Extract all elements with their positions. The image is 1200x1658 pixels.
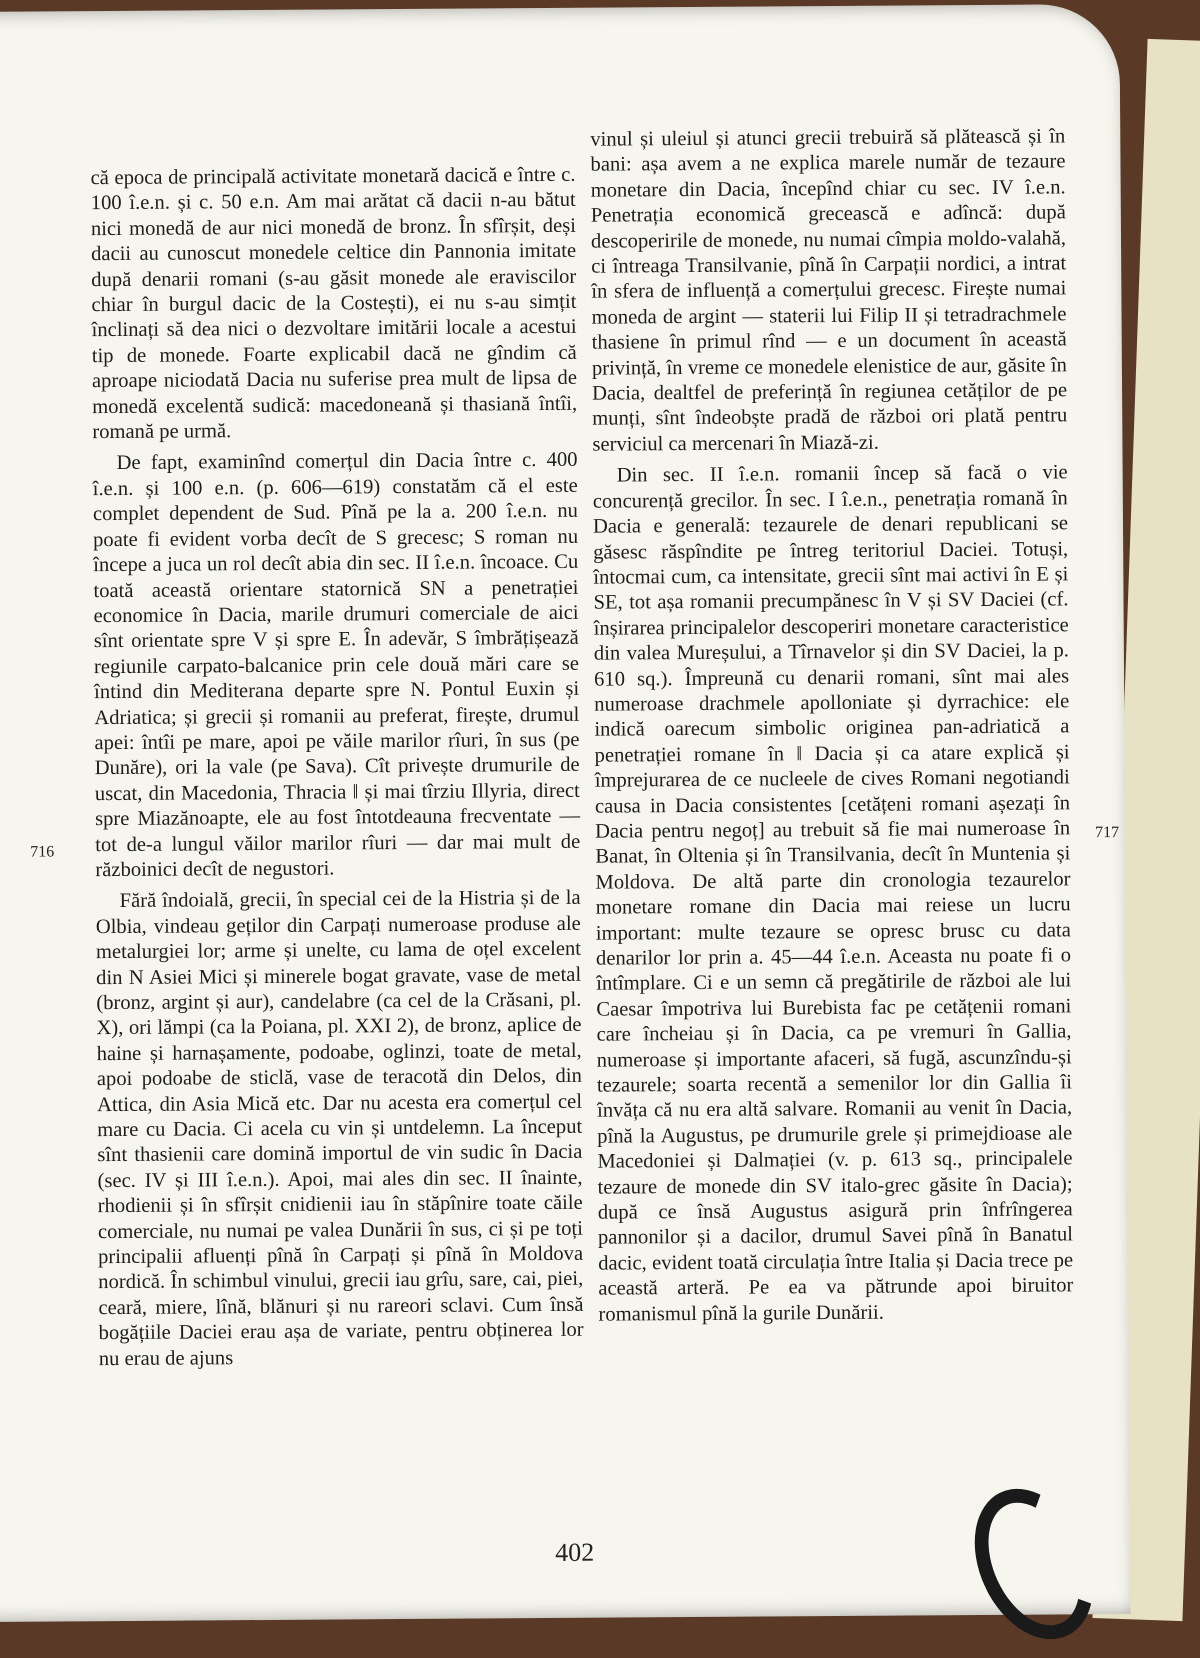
paragraph: Fără îndoială, grecii, în special cei de la Histria și de la Olbia, vindeau geților din Carpați numeroase produse ale metalurgiei lor; arme și unelte, cu lama de oțel excelent din N Asiei Mici și minerele bogat gravate, vase de metal (bronz, argint și aur), candelabre (ca cel de la Crăsani, pl. X), ori lămpi (ca la Poiana, pl. XXI 2), de bronz, aplice de haine și harnașamente, podoabe, oglinzi, toate de metal, apoi podoabe de sticlă, vase de teracotă din Delos, din Attica, din Asia Mică etc. Dar nu acesta era comerțul cel mare cu Dacia. Ci acela cu vin și untdelemn. La început sînt thasienii care domină importul de vin sudic în Dacia (sec. IV și III î.e.n.). Apoi, mai ales din sec. II înainte, rhodienii și în sfîrșit cnidienii iau în stăpînire toate căile comerciale, nu numai pe valea Dunării în sus, ci și pe toți principalii afluenți pînă în Carpați și pînă în Moldova nordică. În schimbul vinului, grecii iau grîu, sare, cai, piei, ceară, miere, lînă, blănuri și nu rareori sclavi. Cum însă bogățiile Daciei erau așa de variate, pentru obținerea lor nu erau de ajuns bbox=[95, 887, 584, 1370]
paragraph: De fapt, examinînd comerțul din Dacia între c. 400 î.e.n. și 100 e.n. (p. 606—619) constatăm că el este complet dependent de Sud. Pînă pe la a. 200 î.e.n. nu poate fi evident vorba decît de S grecesc; S roman nu începe a juca un rol decît abia din sec. II î.e.n. încoace. Cu toată această orientare statornică SN a penetrației economice în Dacia, marile drumuri comerciale de aici sînt orientate spre V și spre E. În adevăr, S îmbrățișează regiunile carpato-balcanice prin cele două mări care se întind din Mediterana departe spre N. Pontul Euxin și Adriatica; și grecii și romanii au preferat, firește, drumul apei: întîi pe mare, apoi pe văile marilor rîuri, în sus (pe Dunăre), ori la vale (pe Sava). Cît privește drumurile de uscat, din Macedonia, Thracia ‖ și mai tîrziu Illyria, direct spre Miazănoapte, ele au fost întotdeauna frecventate — tot de-a lungul văilor marilor rîuri — dar mai mult de războinici decît de negustori. bbox=[92, 449, 581, 882]
paragraph: că epoca de principală activitate monetară dacică e între c. 100 î.e.n. și c. 50 e.n. Am mai arătat că dacii n-au bătut nici monedă de aur nici monedă de bronz. În sfîrșit, deși dacii au cunoscut monedele celtice din Pannonia imitate după denarii romani (s-au găsit monede ale eraviscilor chiar în burgul dacic de la Costești), ei nu s-au simțit înclinați să dea nici o dezvoltare imitării locale a acestui tip de monede. Foarte explicabil dacă ne gîndim că aproape niciodată Dacia nu suferise prea mult de lipsa de monedă excelentă sudică: macedoneană și thasiană întîi, romană pe urmă. bbox=[90, 163, 578, 444]
page-number: 402 bbox=[555, 1537, 595, 1567]
paragraph: Din sec. II î.e.n. romanii încep să facă o vie concurență grecilor. În sec. I î.e.n., penetrația romană în Dacia e generală: tezaurele de denari republicani se găsesc răspîndite pe întreg teritoriul Daciei. Totuși, întocmai cum, ca intensitate, grecii sînt mai activi în E și SE, tot așa romanii precumpănesc în V și SV Daciei (cf. înșirarea principalelor descoperiri monetare caracteristice din valea Mureșului, a Tîrnavelor și din SV Daciei, la p. 610 sq.). Împreună cu denarii romani, sînt mai ales numeroase drachmele apolloniate și dyrrachice: ele indică oarecum simbolic originea pan-adriatică a penetrației romane în ‖ Dacia și ca atare explică și împrejurarea de ce nucleele de cives Romani negotiandi causa in Dacia consistentes [cetățeni romani așezați în Dacia pentru negoț] au trebuit să fie mai numeroase în Banat, în Oltenia și în Transilvania, decît în Muntenia și Moldova. De altă parte din cronologia tezaurelor monetare romane din Dacia mai reiese un lucru important: multe tezaure se opresc brusc cu data denarilor lor prin a. 45—44 î.e.n. Aceasta nu poate fi o întîmplare. Ci e un semn că pregătirile de război ale lui Caesar împotriva lui Burebista fac pe cetățenii romani care încheiau și în Dacia, ca pe vremuri în Gallia, numeroase și importante afaceri, să fugă, ascunzîndu-și tezaurele; soarta recentă a semenilor lor din Gallia îi învăța că nu era altă salvare. Romanii au venit în Dacia, pînă la Augustus, pe drumurile grele și primejdioase ale Macedoniei și Dalmației (v. p. 613 sq., principalele tezaure de monede din SV italo-grec găsite în Dacia); după ce însă Augustus asigură prin înfrîngerea pannonilor și a dacilor, drumul Savei pînă în Banatul dacic, evident toată circulația între Italia și Dacia trece pe această arteră. Pe ea va pătrunde apoi biruitor romanismul pînă la gurile Dunării. bbox=[592, 461, 1074, 1326]
margin-number-right: 717 bbox=[1095, 824, 1120, 842]
paragraph: vinul și uleiul și atunci grecii trebuiră să plătească și în bani: așa avem a ne explica marele număr de tezaure monetare din Dacia, începînd chiar cu sec. IV î.e.n. Penetrația economică grecească e adîncă: după descoperirile de monede, nu numai cîmpia moldo-valahă, ci întreaga Transilvanie, pînă în Carpații nordici, a intrat în sfera de influență a comerțului grecesc. Firește numai moneda de argint — staterii lui Filip II și tetradrachmele thasiene în primul rînd — e un document în această privință, în vreme ce monedele elenistice de aur, găsite în Dacia, dealtfel de preferință în regiunea cetăților de pe munți, sînt îndeobște pradă de război ori plată pentru serviciul ca mercenari în Miază-zi. bbox=[590, 125, 1068, 456]
margin-number-left: 716 bbox=[30, 843, 55, 861]
book-page bbox=[0, 4, 1131, 1622]
left-text-column bbox=[90, 163, 583, 1372]
right-text-column bbox=[590, 124, 1073, 1327]
